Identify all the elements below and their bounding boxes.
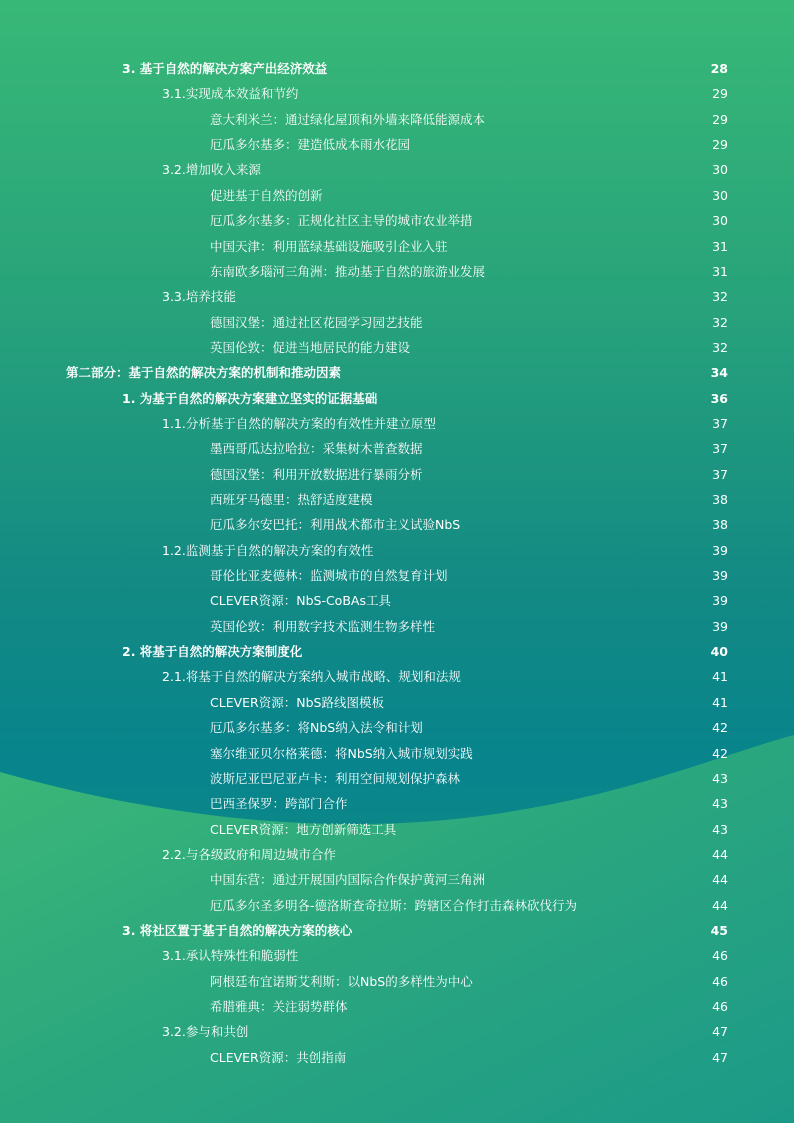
toc-entry-title: 波斯尼亚巴尼亚卢卡：利用空间规划保护森林	[210, 770, 461, 786]
toc-entry-title: 英国伦敦：利用数字技术监测生物多样性	[210, 618, 436, 634]
toc-entry-page: 29	[712, 86, 728, 102]
toc-entry-title: 2.1.将基于自然的解决方案纳入城市战略、规划和法规	[162, 669, 461, 685]
toc-entry-page: 45	[710, 922, 728, 938]
toc-entry-title: 德国汉堡：通过社区花园学习园艺技能	[210, 314, 423, 330]
toc-entry[interactable]	[0, 83, 794, 105]
toc-entry-page: 41	[712, 694, 728, 710]
toc-entry[interactable]	[0, 616, 794, 638]
toc-entry[interactable]	[0, 362, 794, 384]
toc-entry-title: 东南欧多瑙河三角洲：推动基于自然的旅游业发展	[210, 263, 486, 279]
toc-entry-page: 30	[712, 187, 728, 203]
toc-entry[interactable]	[0, 996, 794, 1018]
toc-entry[interactable]	[0, 134, 794, 156]
toc-entry-page: 31	[712, 238, 728, 254]
toc-entry[interactable]	[0, 565, 794, 587]
toc-entry[interactable]	[0, 438, 794, 460]
toc-entry[interactable]	[0, 58, 794, 80]
toc-entry-title: 厄瓜多尔圣多明各-德洛斯查奇拉斯：跨辖区合作打击森林砍伐行为	[210, 897, 578, 913]
toc-entry[interactable]	[0, 717, 794, 739]
toc-entry-title: CLEVER资源：NbS-CoBAs工具	[210, 593, 391, 609]
toc-entry-page: 43	[712, 796, 728, 812]
toc-entry[interactable]	[0, 971, 794, 993]
toc-entry-page: 41	[712, 669, 728, 685]
toc-entry-page: 47	[712, 1049, 728, 1065]
toc-entry[interactable]	[0, 210, 794, 232]
toc-entry-title: 哥伦比亚麦德林：监测城市的自然复育计划	[210, 568, 448, 583]
toc-entry-title: CLEVER资源：NbS路线图模板	[210, 694, 384, 710]
toc-entry[interactable]	[0, 312, 794, 334]
toc-entry-page: 30	[712, 162, 728, 178]
toc-entry-page: 39	[712, 542, 728, 558]
toc-entry[interactable]	[0, 261, 794, 283]
toc-entry[interactable]	[0, 793, 794, 815]
toc-entry[interactable]	[0, 540, 794, 562]
toc-entry[interactable]	[0, 286, 794, 308]
toc-entry-page: 42	[712, 720, 728, 736]
toc-entry-title: 3.2.参与和共创	[162, 1024, 249, 1040]
toc-entry-page: 39	[712, 618, 728, 634]
toc-entry-page: 38	[712, 492, 728, 507]
toc-entry-title: 1. 为基于自然的解决方案建立坚实的证据基础	[122, 390, 378, 406]
toc-entry-title: 意大利米兰：通过绿化屋顶和外墙来降低能源成本	[210, 111, 486, 127]
toc-entry-title: 塞尔维亚贝尔格莱德：将NbS纳入城市规划实践	[210, 745, 473, 761]
toc-entry-page: 43	[712, 770, 728, 786]
toc-entry-page: 28	[710, 61, 728, 76]
toc-entry-title: 1.1.分析基于自然的解决方案的有效性并建立原型	[162, 415, 436, 431]
toc-entry-page: 39	[712, 593, 728, 609]
toc-entry-title: 3.3.培养技能	[162, 289, 236, 305]
toc-entry-page: 38	[712, 517, 728, 533]
toc-entry[interactable]	[0, 819, 794, 841]
toc-entry-title: 巴西圣保罗：跨部门合作	[210, 796, 348, 812]
toc-entry[interactable]	[0, 1047, 794, 1069]
toc-entry-title: 厄瓜多尔基多：建造低成本雨水花园	[210, 137, 411, 153]
toc-entry-title: 3.1.承认特殊性和脆弱性	[162, 948, 299, 964]
toc-entry-page: 36	[710, 390, 728, 406]
toc-entry[interactable]	[0, 337, 794, 359]
toc-entry-title: 厄瓜多尔基多：正规化社区主导的城市农业举措	[210, 213, 473, 229]
toc-entry[interactable]	[0, 945, 794, 967]
toc-entry[interactable]	[0, 159, 794, 181]
toc-entry-page: 44	[712, 872, 728, 888]
toc-entry-title: 中国东营：通过开展国内国际合作保护黄河三角洲	[210, 872, 486, 888]
toc-entry-page: 31	[712, 263, 728, 279]
toc-entry-title: 2. 将基于自然的解决方案制度化	[122, 644, 303, 660]
toc-entry-title: 厄瓜多尔安巴托：利用战术都市主义试验NbS	[210, 517, 461, 533]
toc-entry[interactable]	[0, 489, 794, 511]
toc-entry[interactable]	[0, 590, 794, 612]
toc-entry[interactable]	[0, 514, 794, 536]
toc-entry-page: 46	[712, 973, 728, 989]
toc-entry-title: 中国天津：利用蓝绿基础设施吸引企业入驻	[210, 238, 448, 254]
toc-entry[interactable]	[0, 185, 794, 207]
toc-entry[interactable]	[0, 413, 794, 435]
toc-entry[interactable]	[0, 109, 794, 131]
toc-entry-title: 1.2.监测基于自然的解决方案的有效性	[162, 542, 374, 558]
toc-entry-page: 29	[712, 137, 728, 153]
toc-entry-page: 40	[710, 644, 728, 660]
toc-entry-title: CLEVER资源：地方创新筛选工具	[210, 821, 397, 837]
toc-entry-title: 厄瓜多尔基多：将NbS纳入法令和计划	[210, 720, 423, 736]
toc-entry-title: 英国伦敦：促进当地居民的能力建设	[210, 339, 411, 355]
toc-entry[interactable]	[0, 743, 794, 765]
toc-entry-page: 32	[712, 289, 728, 305]
toc-entry-page: 30	[712, 213, 728, 229]
toc-entry-page: 34	[710, 365, 728, 381]
toc-entry-title: 2.2.与各级政府和周边城市合作	[162, 846, 336, 862]
toc-entry-title: 阿根廷布宜诺斯艾利斯：以NbS的多样性为中心	[210, 973, 473, 989]
toc-entry-page: 46	[712, 948, 728, 964]
toc-entry[interactable]	[0, 895, 794, 917]
toc-entry-title: 西班牙马德里：热舒适度建模	[210, 492, 373, 507]
toc-entry[interactable]	[0, 388, 794, 410]
toc-entry-page: 39	[712, 568, 728, 583]
toc-entry-page: 43	[712, 821, 728, 837]
toc-entry-page: 29	[712, 111, 728, 127]
toc-entry[interactable]	[0, 236, 794, 258]
toc-entry-title: 希腊雅典：关注弱势群体	[210, 999, 348, 1014]
toc-entry-page: 44	[712, 897, 728, 913]
toc-entry[interactable]	[0, 666, 794, 688]
toc-entry[interactable]	[0, 869, 794, 891]
toc-entry[interactable]	[0, 641, 794, 663]
toc-entry-title: 第二部分：基于自然的解决方案的机制和推动因素	[66, 365, 342, 381]
toc-entry[interactable]	[0, 768, 794, 790]
toc-entry-page: 47	[712, 1024, 728, 1040]
toc-entry-page: 46	[712, 999, 728, 1014]
toc-entry-page: 32	[712, 314, 728, 330]
toc-entry-page: 37	[712, 466, 728, 482]
toc-entry-title: CLEVER资源：共创指南	[210, 1049, 347, 1065]
toc-entry-title: 德国汉堡：利用开放数据进行暴雨分析	[210, 466, 423, 482]
toc-entry-page: 37	[712, 441, 728, 457]
toc-entry-title: 墨西哥瓜达拉哈拉：采集树木普查数据	[210, 441, 423, 457]
toc-entry[interactable]	[0, 844, 794, 866]
toc-entry[interactable]	[0, 464, 794, 486]
toc-entry-page: 32	[712, 339, 728, 355]
toc-entry[interactable]	[0, 920, 794, 942]
toc-entry-page: 44	[712, 846, 728, 862]
toc-entry-title: 3. 基于自然的解决方案产出经济效益	[122, 61, 328, 76]
toc-entry-title: 3. 将社区置于基于自然的解决方案的核心	[122, 922, 353, 938]
toc-entry-title: 促进基于自然的创新	[210, 187, 323, 203]
toc-entry-page: 37	[712, 415, 728, 431]
toc-entry-title: 3.1.实现成本效益和节约	[162, 86, 299, 102]
toc-entry[interactable]	[0, 692, 794, 714]
toc-entry-page: 42	[712, 745, 728, 761]
toc-entry-title: 3.2.增加收入来源	[162, 162, 261, 178]
toc-entry[interactable]	[0, 1021, 794, 1043]
